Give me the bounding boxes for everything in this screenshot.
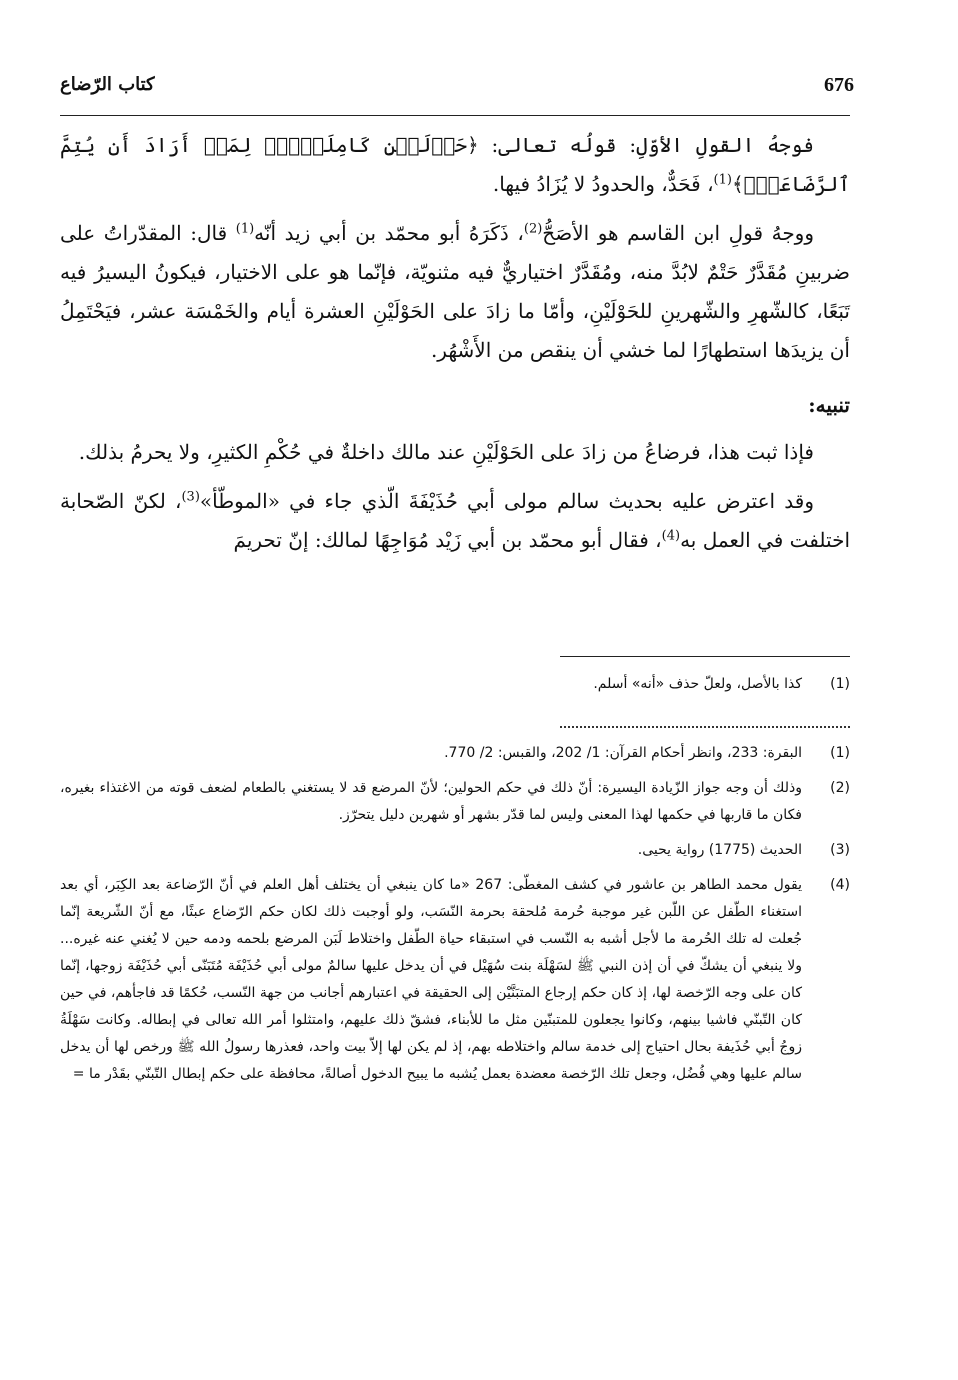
paragraph-1 bbox=[60, 126, 850, 204]
note-ref: (4) bbox=[661, 528, 681, 544]
p1-after: ، فَحَدٌّ، والحدودُ لا يُزَادُ فيها. bbox=[492, 172, 714, 196]
note-ref: (1) bbox=[235, 221, 255, 237]
main-text bbox=[60, 126, 850, 570]
footnote-text: يقول محمد الطاهر بن عاشور في كشف المغطّى: 267 «ما كان ينبغي أن يختلف أهل العلم في أنّ الرّضاعة بعد الكِبَر، أي بعد استغناء الطّفل عن اللّبن غير موجبة حُرمة مُلحقة بحرمة النّسَب، ولو أوجبت ذلك لكان حكم الرّضاع عبثًا، مع أنّ الشّريعة إنّما جُعلت له تلك الحُرمة ما لأجل أشبه به النّسب في استبقاء حياة الطّفل واختلاط لَبَن المرضع بلحمه ودمه حين لا يُغني عنه غيره... ولا ينبغي أن يشكّ في أن إذن النبي ﷺ لسَهْلَة بنت سُهَيْل في أن يدخل عليها سالمٌ مولى أبي حُذَيْفَة مُتَبَنّى أبي حُذَيْفَة زوجها، إنّما كان على وجه الرّخصة لها، إذ كان حكم إرجاع المتبَنَّيْن إلى الحقيقة في اعتبارهم أجانب من جهة النّسب، حُكمًا قد فاجأهم، في حين كان التّبنّي فاشيا بينهم، وكانوا يجعلون للمتبنّين مثل ما للأبناء، فشقّ ذلك عليهم، وامتثلوا أمر الله تعالى في إبطاله. وكانت سَهْلَةُ زوجُ أبي حُذَيفة بحال احتياج إلى خدمة سالم واختلاطه بهم، إذ لم يكن لها إلاّ بيت واحد، فعذرها رسولُ الله ﷺ ورخص لها أن يدخل سالم عليها وهي فُضُل، وجعل تلك الرّخصة معضدة بعمل يُشبه ما يبيح الدخول أصالةً، محافظة على حكم إبطال التّبنّي بقَدْر ما = bbox=[60, 877, 802, 1082]
p2-middle: ، ذَكَرَهُ أبو محمّد بن أبي زيد أنّه bbox=[254, 221, 524, 245]
quran-verse: ﴿حَوۡلَيۡنِ كَامِلَيۡنِۖ لِمَنۡ أَرَادَ أَن يُتِمَّ ٱلرَّضَاعَةَۚ﴾ bbox=[60, 133, 850, 196]
p2-after: قال: المقدّراتُ على ضربينِ مُقَدَّرٌ حَتْمٌ لابُدَّ منه، ومُقَدَّرٌ اختياريٌّ فيه مثنويّة، فإنّما هو على الاختيار، فيكونُ اليسيرُ فيه تَبَعًا، كالشّهرِ والشّهرينِ للحَوْلَيْنِ، وأمّا ما زادَ على الحَوْلَيْنِ العشرة أيام والخَمْسَة عشر، فيَحْتَمِلُ أن يزيدَها استطهارًا لما خشي أن ينقص من الأَشْهُر. bbox=[60, 221, 850, 362]
footnote-number: (1) bbox=[830, 676, 850, 692]
paragraph-2 bbox=[60, 214, 850, 370]
footnote bbox=[60, 775, 850, 829]
p2-before: ووجهُ قولِ ابن القاسم هو الأصَحُّ bbox=[542, 221, 814, 245]
footnote bbox=[60, 671, 850, 698]
paragraph-4 bbox=[60, 482, 850, 560]
page-number: 676 bbox=[824, 74, 854, 96]
p4-after: ، فقال أبو محمّد بن أبي زَيْد مُوَاجِهًا لمالك: إنّ تحريمَ bbox=[233, 528, 662, 552]
paragraph-3: فإذا ثبت هذا، فرضاعُ من زادَ على الحَوْلَيْنِ عند مالك داخلةٌ في حُكْمِ الكثيرِ، ولا يحرمُ بذلك. bbox=[78, 440, 814, 464]
note-ref: (1) bbox=[713, 172, 732, 188]
p4-middle: ، لكنّ الصّحابة اختلفت في العمل به bbox=[60, 489, 850, 552]
header-rule bbox=[60, 115, 850, 116]
footnote-number: (2) bbox=[830, 780, 850, 796]
footnote bbox=[60, 740, 850, 767]
page-header bbox=[60, 72, 854, 108]
footnote-text: وذلك أن وجه جواز الزّيادة اليسيرة: أنّ ذلك في حكم الحولين؛ لأنّ المرضع قد لا يستغني بالطعام لضعف قوته من الاغتذاء بغيره، فكان ما قاربها في حكمها لهذا المعنى وليس لما قدّر بشهر أو شهرين دليل يتحرّز. bbox=[60, 780, 802, 823]
dotted-separator bbox=[560, 726, 850, 728]
p4-before: وقد اعترض عليه بحديث سالم مولى أبي حُذَيْفَةَ الّذي جاء في «الموطّأ» bbox=[199, 489, 814, 513]
footnotes bbox=[60, 656, 850, 1096]
section-heading: تنبيه: bbox=[808, 393, 850, 417]
footnote bbox=[60, 872, 850, 1088]
footnote-text: الحديث (1775) رواية يحيى. bbox=[637, 842, 802, 858]
footnote-number: (4) bbox=[830, 877, 850, 893]
footnote-number: (3) bbox=[830, 842, 850, 858]
p1-before: فوجهُ القولِ الأوّلِ: قولُه تعالى: bbox=[478, 133, 815, 157]
footnote-text: كذا بالأصل، ولعلّ حذف «أنه» أسلم. bbox=[593, 676, 802, 692]
footnote-rule bbox=[560, 656, 850, 657]
footnote-number: (1) bbox=[830, 745, 850, 761]
footnote bbox=[60, 837, 850, 864]
note-ref: (3) bbox=[181, 489, 200, 505]
book-page bbox=[60, 56, 854, 1346]
running-title: كتاب الرّضاع bbox=[60, 74, 155, 95]
footnote-text: البقرة: 233، وانظر أحكام القرآن: 1/ 202، والقبس: 2/ 770. bbox=[444, 745, 802, 761]
note-ref: (2) bbox=[523, 221, 543, 237]
